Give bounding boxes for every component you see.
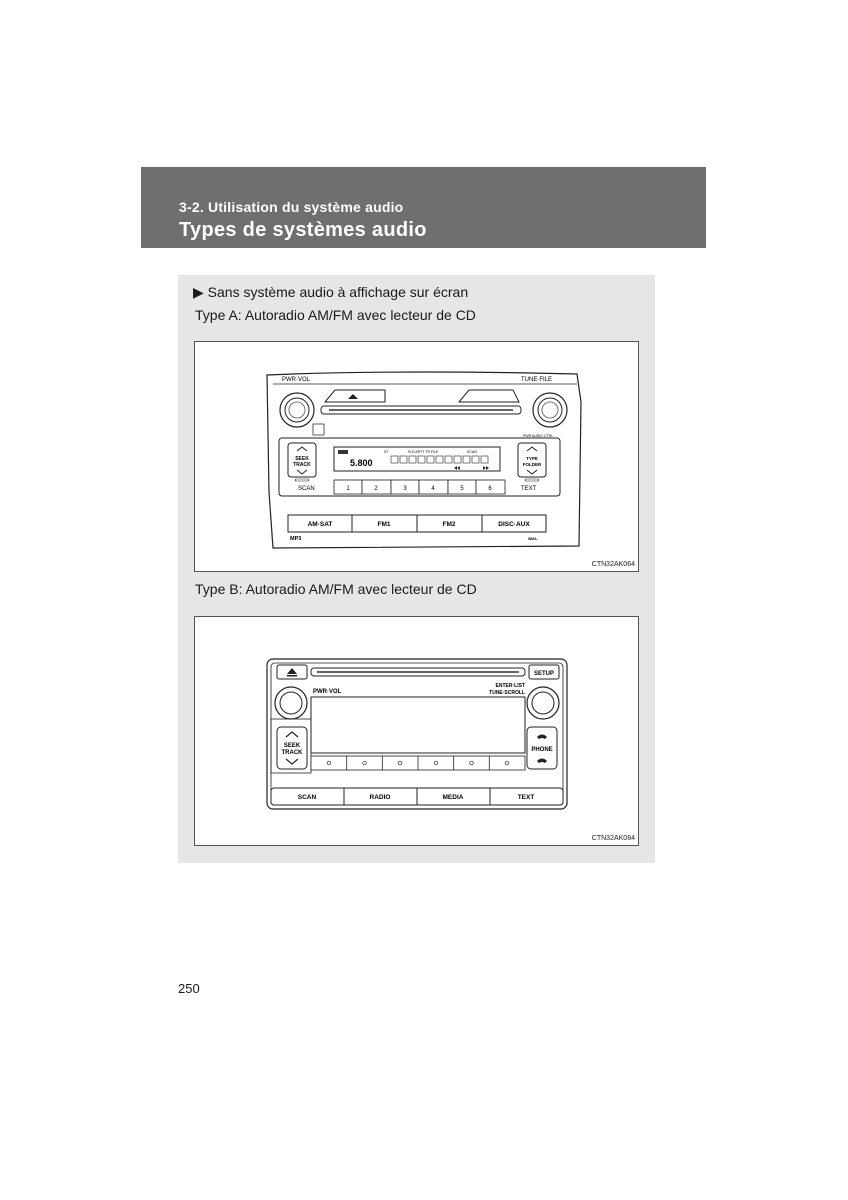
intro-label: Sans système audio à affichage sur écran bbox=[207, 284, 469, 300]
type-b-figure bbox=[194, 616, 639, 846]
track-label: TRACK bbox=[281, 750, 303, 756]
wma-logo: WMA bbox=[528, 537, 537, 541]
setup-button[interactable] bbox=[529, 665, 559, 679]
cd-logo-icon bbox=[313, 424, 324, 435]
seek-track-button[interactable] bbox=[288, 443, 316, 477]
eject-button[interactable] bbox=[277, 665, 307, 679]
enter-list-label: ENTER·LIST bbox=[495, 683, 525, 689]
fm1-label: FM1 bbox=[377, 521, 391, 528]
content-panel bbox=[178, 275, 655, 863]
preset-label: 3 bbox=[403, 486, 407, 492]
display-scan: SCAN bbox=[467, 450, 477, 454]
type-a-figure bbox=[194, 341, 639, 572]
type-a-radio-illustration bbox=[195, 342, 638, 571]
radio-label: RADIO bbox=[369, 794, 391, 801]
tune-file-label: TUNE·FILE bbox=[521, 377, 553, 383]
fm2-label: FM2 bbox=[442, 521, 456, 528]
preset-label: 5 bbox=[460, 486, 464, 492]
setup-label: SETUP bbox=[533, 671, 555, 677]
pwr-audio-ctrl-label: PWR AUDIO CTRL bbox=[523, 434, 554, 438]
preset-buttons bbox=[334, 480, 505, 494]
preset-buttons bbox=[311, 756, 525, 770]
tune-scroll-label: TUNE·SCROLL bbox=[489, 690, 525, 696]
tune-file-knob[interactable] bbox=[533, 393, 567, 427]
triangle-marker-icon: ▶ bbox=[193, 284, 204, 300]
display-screen bbox=[311, 697, 525, 753]
type-a-caption: Type A: Autoradio AM/FM avec lecteur de CD bbox=[195, 307, 476, 323]
type-b-caption: Type B: Autoradio AM/FM avec lecteur de CD bbox=[195, 581, 477, 597]
intro-line bbox=[193, 284, 468, 301]
seek-label: SEEK bbox=[283, 743, 301, 749]
scan-label: SCAN bbox=[297, 794, 317, 801]
text-label: TEXT bbox=[517, 794, 535, 801]
scan-label[interactable]: SCAN bbox=[298, 486, 315, 492]
disc-aux-label: DISC·AUX bbox=[498, 521, 530, 528]
tune-scroll-knob[interactable] bbox=[527, 687, 559, 719]
display-frequency: 5.800 bbox=[350, 458, 373, 468]
figure-code-b: CTN32AK084 bbox=[591, 835, 635, 842]
phone-label: PHONE bbox=[531, 747, 553, 753]
pwr-vol-knob[interactable] bbox=[275, 687, 307, 719]
seek-label: SEEK bbox=[295, 456, 309, 462]
preset-label: 6 bbox=[488, 486, 492, 492]
preset-label: 4 bbox=[431, 486, 435, 492]
type-a-bottom-buttons bbox=[288, 515, 546, 532]
mp3-logo: MP3 bbox=[290, 536, 302, 542]
type-b-radio-illustration bbox=[195, 617, 638, 845]
eject-area-right bbox=[459, 390, 519, 402]
lcd-display bbox=[334, 447, 500, 471]
pwr-vol-label: PWR·VOL bbox=[282, 377, 311, 383]
pwr-vol-knob[interactable] bbox=[280, 393, 314, 427]
text-label[interactable]: TEXT bbox=[521, 486, 537, 492]
page-number: 250 bbox=[178, 981, 200, 996]
preset-label: 2 bbox=[374, 486, 378, 492]
type-folder-button[interactable] bbox=[518, 443, 546, 477]
type-label: TYPE bbox=[526, 456, 538, 461]
folder-label: FOLDER bbox=[522, 462, 542, 467]
am-sat-label: AM·SAT bbox=[307, 521, 333, 528]
seek-track-button[interactable] bbox=[277, 727, 307, 769]
preset-label: 1 bbox=[346, 486, 350, 492]
page-title: Types de systèmes audio bbox=[179, 219, 427, 241]
figure-code-a: CTN32AK064 bbox=[591, 561, 635, 568]
display-fld: FLD ARTT TR FILE bbox=[408, 450, 439, 454]
type-b-bottom-buttons bbox=[271, 788, 563, 805]
section-header bbox=[141, 167, 706, 248]
display-st: ST bbox=[384, 450, 389, 454]
media-label: MEDIA bbox=[442, 794, 464, 801]
section-subtitle: 3-2. Utilisation du système audio bbox=[179, 199, 404, 215]
pwr-vol-label: PWR·VOL bbox=[313, 689, 342, 695]
track-label: TRACK bbox=[293, 462, 311, 468]
phone-button[interactable] bbox=[527, 727, 557, 769]
